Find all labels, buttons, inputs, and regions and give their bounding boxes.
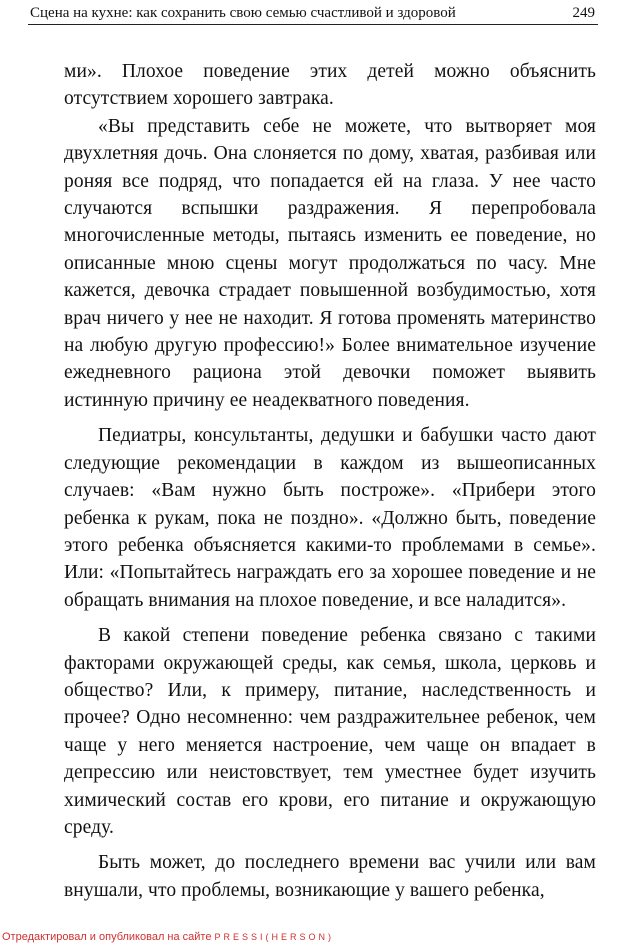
footer-credit xyxy=(2,931,334,943)
header-rule xyxy=(28,24,598,25)
running-header xyxy=(30,4,595,24)
paragraph: Педиатры, консультанты, дедушки и бабушки часто дают следующие рекомендации в каждом из вышеописанных случаев: «Вам нужно быть построже». «Прибери этого ребенка к рукам, пока не поздно». «Должно быть, поведение этого ребенка объясняется какими-то проблемами в семье». Или: «Попытайтесь награждать его за хорошее поведение и не обращать внимания на плохое поведение, и все наладится». xyxy=(64,425,596,611)
body-text xyxy=(64,58,596,904)
running-header-title: Сцена на кухне: как сохранить свою семью счастливой и здоровой xyxy=(30,5,456,21)
paragraph: ми». Плохое поведение этих детей можно объяснить отсутствием хорошего завтрака. xyxy=(64,61,596,110)
page-number: 249 xyxy=(572,5,595,21)
footer-site-name: PRESSI(HERSON) xyxy=(214,932,335,942)
paragraph: Быть может, до последнего времени вас учили или вам внушали, что проблемы, возникающие у вашего ребенка, xyxy=(64,852,596,901)
footer-credit-text: Отредактировал и опубликовал на сайте xyxy=(2,931,212,943)
paragraph: В какой степени поведение ребенка связано с такими факторами окружающей среды, как семья, школа, церковь и общество? Или, к примеру, питание, наследственность и прочее? Одно несомненно: чем раздражительнее ребенок, чем чаще у него меняется настроение, чем чаще он впадает в депрессию или неистовствует, тем уместнее будет изучить химический состав его крови, его питание и окружающую среду. xyxy=(64,625,596,838)
paragraph: «Вы представить себе не можете, что вытворяет моя двухлетняя дочь. Она слоняется по дому, хватая, разбивая или роняя все подряд, что попадается ей на глаза. У нее часто случаются вспышки раздражения. Я перепробовала многочисленные методы, пытаясь изменить ее поведение, но описанные мною сцены могут продолжаться по часу. Мне кажется, девочка страдает повышенной возбудимостью, хотя врач ничего у нее не находит. Я готова променять материнство на любую другую профессию!» Более внимательное изучение ежедневного рациона этой девочки поможет выявить истинную причину ее неадекватного поведения. xyxy=(64,115,596,411)
